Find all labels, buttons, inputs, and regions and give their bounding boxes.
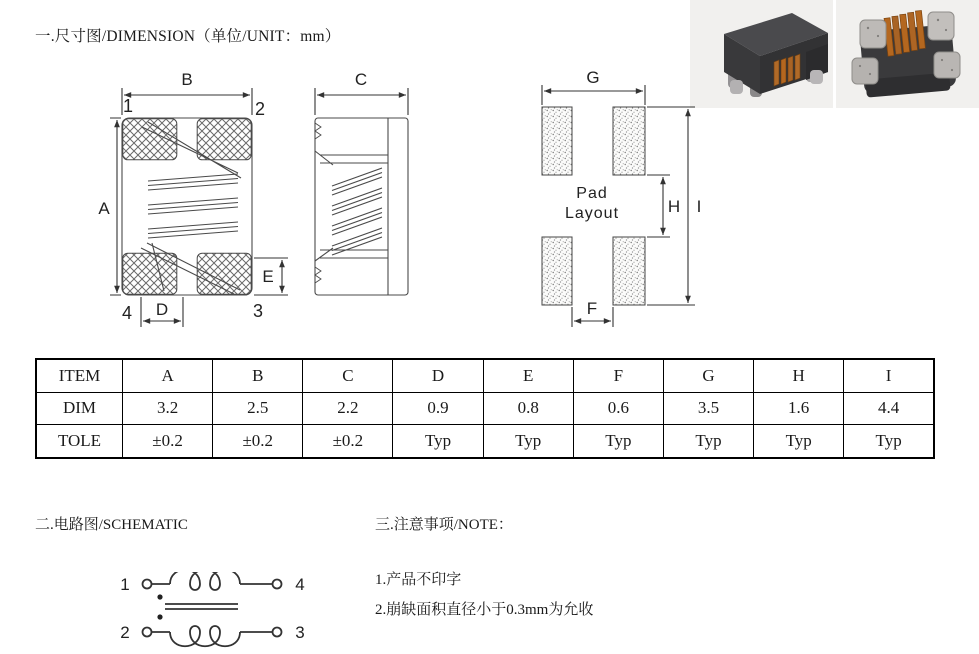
dim-value-b: 2.5 — [213, 392, 303, 425]
dim-label-b: B — [181, 70, 193, 89]
table-header-a: A — [123, 359, 213, 392]
pin-label-1: 1 — [122, 96, 134, 116]
tole-value-b: ±0.2 — [213, 425, 303, 458]
note-2: 2.崩缺面积直径小于0.3mm为允收 — [375, 602, 594, 618]
table-header-d: D — [393, 359, 483, 392]
dim-label-f: F — [586, 299, 598, 318]
note-1: 1.产品不印字 — [375, 572, 462, 588]
tole-value-d: Typ — [393, 425, 483, 458]
front-view-drawing — [122, 118, 252, 295]
schematic-pin-1: 1 — [120, 575, 130, 594]
dim-label-h: H — [667, 197, 681, 216]
dimension-drawings — [30, 55, 720, 355]
pin-label-3: 3 — [252, 301, 264, 321]
dim-value-g: 3.5 — [663, 392, 753, 425]
table-header-f: F — [573, 359, 663, 392]
dim-row-label: DIM — [36, 392, 123, 425]
tole-value-i: Typ — [844, 425, 934, 458]
product-photo-right — [836, 0, 979, 108]
dim-value-i: 4.4 — [844, 392, 934, 425]
side-view-drawing — [315, 118, 408, 295]
schematic-drawing — [110, 572, 320, 652]
table-tole-row — [36, 425, 934, 458]
table-header-item: ITEM — [36, 359, 123, 392]
tole-value-h: Typ — [754, 425, 844, 458]
pad-layout-caption-line1: Pad — [576, 185, 608, 202]
dimension-table — [35, 358, 935, 459]
table-header-row — [36, 359, 934, 392]
schematic-pin-2: 2 — [120, 623, 130, 642]
dim-label-c: C — [354, 70, 368, 89]
dim-value-a: 3.2 — [123, 392, 213, 425]
pin-label-2: 2 — [254, 99, 266, 119]
dim-label-a: A — [98, 199, 110, 218]
table-header-c: C — [303, 359, 393, 392]
tole-value-f: Typ — [573, 425, 663, 458]
dim-label-d: D — [155, 300, 169, 319]
table-header-e: E — [483, 359, 573, 392]
pin-label-4: 4 — [121, 303, 133, 323]
pad-layout-caption-line2: Layout — [564, 205, 620, 222]
tole-row-label: TOLE — [36, 425, 123, 458]
tole-value-e: Typ — [483, 425, 573, 458]
schematic-pin-3: 3 — [295, 623, 305, 642]
schematic-section-title: 二.电路图/SCHEMATIC — [35, 517, 188, 533]
table-dim-row — [36, 392, 934, 425]
schematic-pin-4: 4 — [295, 575, 305, 594]
page-title: 一.尺寸图/DIMENSION（单位/UNIT：mm） — [35, 28, 341, 45]
table-header-i: I — [844, 359, 934, 392]
dim-value-f: 0.6 — [573, 392, 663, 425]
tole-value-a: ±0.2 — [123, 425, 213, 458]
dim-label-g: G — [586, 68, 600, 87]
dim-label-e: E — [262, 267, 274, 286]
tole-value-g: Typ — [663, 425, 753, 458]
side-view-dimensions — [315, 88, 408, 115]
note-section-title: 三.注意事项/NOTE： — [375, 517, 513, 533]
table-header-b: B — [213, 359, 303, 392]
table-header-h: H — [754, 359, 844, 392]
tole-value-c: ±0.2 — [303, 425, 393, 458]
dim-value-d: 0.9 — [393, 392, 483, 425]
dim-label-i: I — [696, 197, 702, 216]
polarity-dot-bottom — [157, 614, 162, 619]
polarity-dot-top — [157, 594, 162, 599]
dim-value-c: 2.2 — [303, 392, 393, 425]
dim-value-e: 0.8 — [483, 392, 573, 425]
product-photos — [690, 0, 979, 110]
table-header-g: G — [663, 359, 753, 392]
dim-value-h: 1.6 — [754, 392, 844, 425]
